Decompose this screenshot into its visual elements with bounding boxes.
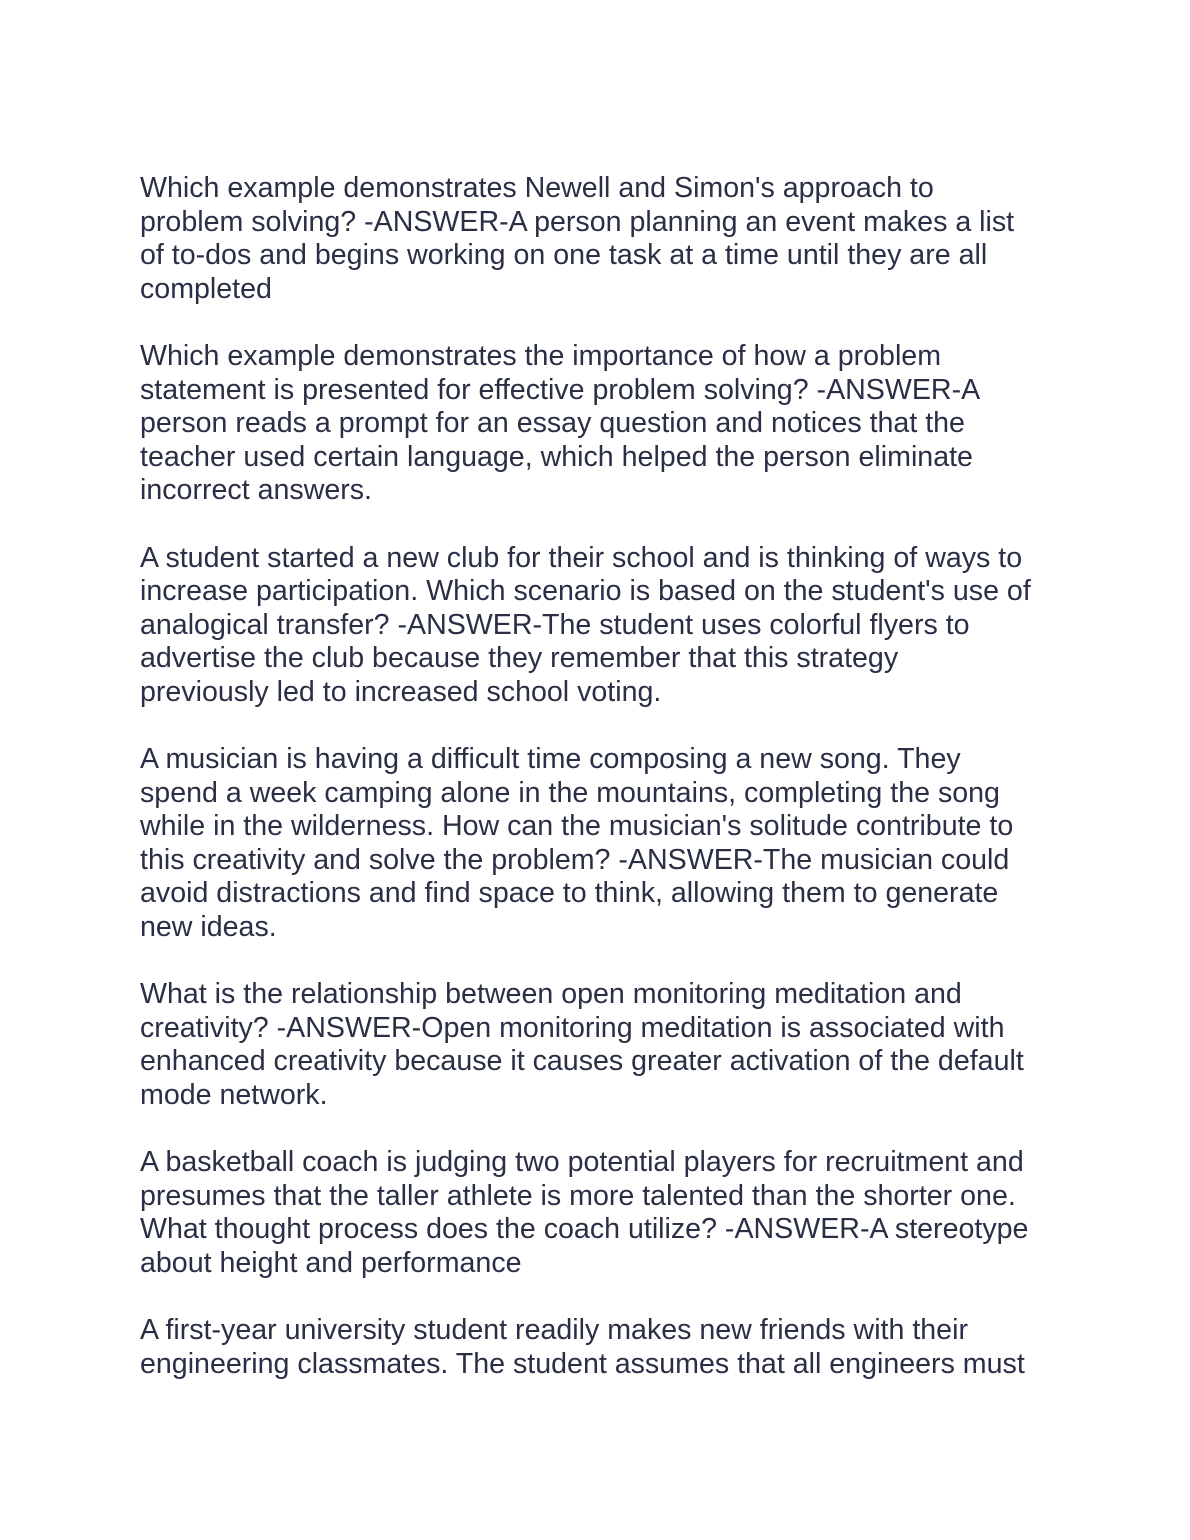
- qa-paragraph-4: A musician is having a difficult time composing a new song. They spend a week camping alone in the mountains, completing the song while in the wilderness. How can the musician's solitude contribute to this creativity and solve the problem? -ANSWER-The musician could avoid distractions and find space to think, allowing them to generate new ideas.: [140, 743, 1014, 944]
- qa-paragraph-2: Which example demonstrates the importance of how a problem statement is presented for effective problem solving? -ANSWER-A person reads a prompt for an essay question and notices that the teacher used certain language, which helped the person eliminate incorrect answers.: [140, 339, 981, 507]
- document-body: [140, 172, 1055, 1415]
- qa-paragraph-3: A student started a new club for their school and is thinking of ways to increase participation. Which scenario is based on the student's use of analogical transfer? -ANSWER-The student uses colorful flyers to advertise the club because they remember that this strategy previously led to increased school voting.: [140, 541, 1031, 708]
- qa-paragraph-1: Which example demonstrates Newell and Simon's approach to problem solving? -ANSWER-A person planning an event makes a list of to-dos and begins working on one task at a time until they are all completed: [140, 172, 1015, 305]
- qa-paragraph-6: A basketball coach is judging two potential players for recruitment and presumes that the taller athlete is more talented than the shorter one. What thought process does the coach utilize? -ANSWER-A stereotype about height and performance: [140, 1146, 1029, 1279]
- qa-paragraph-7: A first-year university student readily makes new friends with their engineering classmates. The student assumes that all engineers must: [140, 1314, 1025, 1380]
- qa-paragraph-5: What is the relationship between open monitoring meditation and creativity? -ANSWER-Open monitoring meditation is associated with enhanced creativity because it causes greater activation of the default mode network.: [140, 978, 1024, 1112]
